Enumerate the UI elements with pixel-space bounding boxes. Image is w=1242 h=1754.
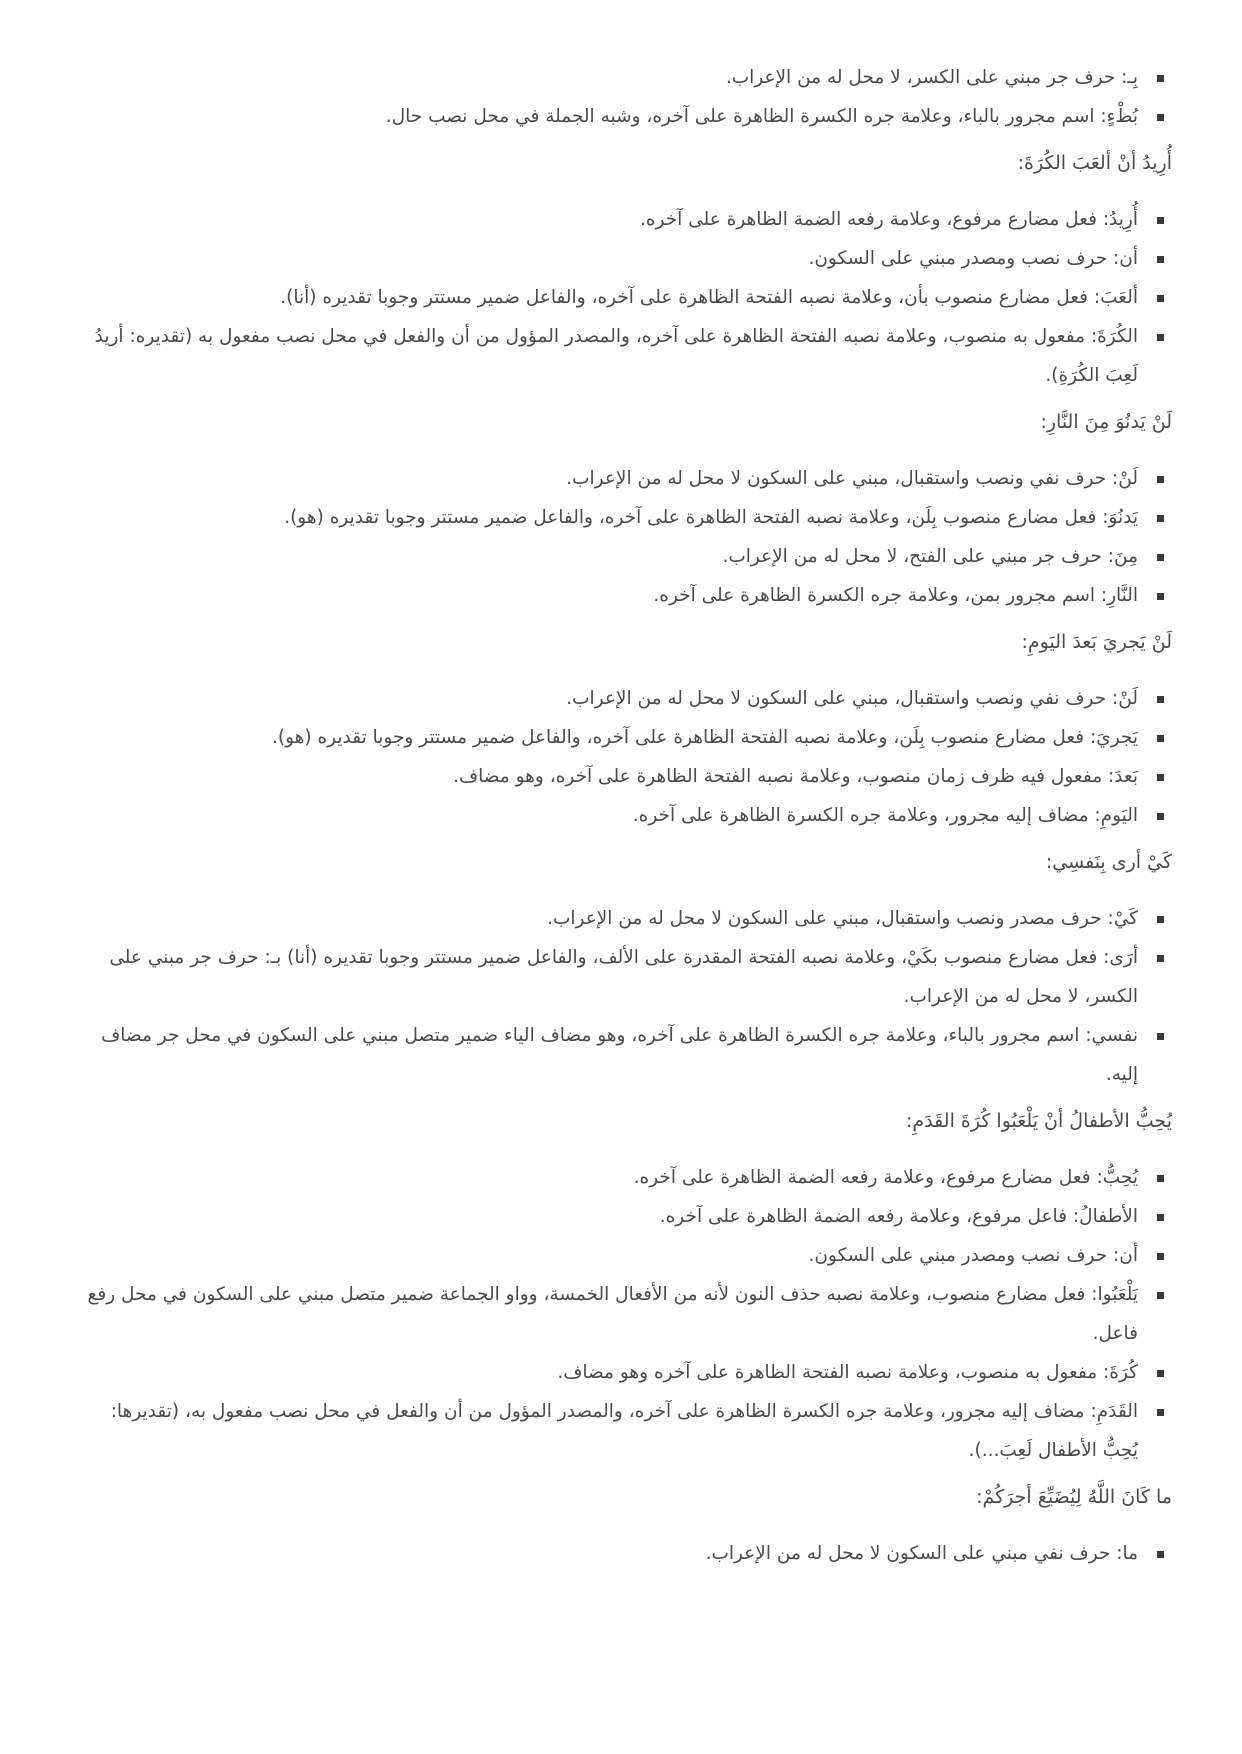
list-item: لَنْ: حرف نفي ونصب واستقبال، مبني على السكون لا محل له من الإعراب. xyxy=(70,459,1172,498)
list-item: يَجريَ: فعل مضارع منصوب بِلَن، وعلامة نصبه الفتحة الظاهرة على آخره، والفاعل ضمير مستتر وجوبا تقديره (هو). xyxy=(70,718,1172,757)
list-item: كُرَةَ: مفعول به منصوب، وعلامة نصبه الفتحة الظاهرة على آخره وهو مضاف. xyxy=(70,1353,1172,1392)
list-item: أُرِيدُ: فعل مضارع مرفوع، وعلامة رفعه الضمة الظاهرة على آخره. xyxy=(70,200,1172,239)
list-item: بُطْءٍ: اسم مجرور بالباء، وعلامة جره الكسرة الظاهرة على آخره، وشبه الجملة في محل نصب حال. xyxy=(70,97,1172,136)
list-section-5 xyxy=(70,899,1172,1094)
list-item: كَيْ: حرف مصدر ونصب واستقبال، مبني على السكون لا محل له من الإعراب. xyxy=(70,899,1172,938)
list-item: يَدنُوَ: فعل مضارع منصوب بِلَن، وعلامة نصبه الفتحة الظاهرة على آخره، والفاعل ضمير مستتر وجوبا تقديره (هو). xyxy=(70,498,1172,537)
list-item: أن: حرف نصب ومصدر مبني على السكون. xyxy=(70,239,1172,278)
list-item: ما: حرف نفي مبني على السكون لا محل له من الإعراب. xyxy=(70,1534,1172,1573)
list-section-3 xyxy=(70,459,1172,615)
section-heading: يُحِبُّ الأطفالُ أنْ يَلْعَبُوا كُرَةَ القَدَمِ: xyxy=(906,1110,1172,1132)
section-heading: ما كَانَ اللَّهُ لِيُضَيِّعَ أجرَكُمْ: xyxy=(976,1486,1172,1508)
list-section-2 xyxy=(70,200,1172,395)
list-item: أن: حرف نصب ومصدر مبني على السكون. xyxy=(70,1236,1172,1275)
list-item: بَعدَ: مفعول فيه ظرف زمان منصوب، وعلامة نصبه الفتحة الظاهرة على آخره، وهو مضاف. xyxy=(70,757,1172,796)
list-item: يَلْعَبُوا: فعل مضارع منصوب، وعلامة نصبه حذف النون لأنه من الأفعال الخمسة، وواو الجماعة ضمير متصل مبني على السكون في محل رفع فاعل. xyxy=(70,1275,1172,1353)
list-item: الأطفالُ: فاعل مرفوع، وعلامة رفعه الضمة الظاهرة على آخره. xyxy=(70,1197,1172,1236)
list-item: اليَومِ: مضاف إليه مجرور، وعلامة جره الكسرة الظاهرة على آخره. xyxy=(70,796,1172,835)
list-item: مِنَ: حرف جر مبني على الفتح، لا محل له من الإعراب. xyxy=(70,537,1172,576)
list-item: النَّارِ: اسم مجرور بمن، وعلامة جره الكسرة الظاهرة على آخره. xyxy=(70,576,1172,615)
list-section-4 xyxy=(70,679,1172,835)
list-section-1 xyxy=(70,58,1172,136)
list-item: لَنْ: حرف نفي ونصب واستقبال، مبني على السكون لا محل له من الإعراب. xyxy=(70,679,1172,718)
list-section-6 xyxy=(70,1158,1172,1470)
list-item: يُحِبُّ: فعل مضارع مرفوع، وعلامة رفعه الضمة الظاهرة على آخره. xyxy=(70,1158,1172,1197)
list-item: نفسي: اسم مجرور بالباء، وعلامة جره الكسرة الظاهرة على آخره، وهو مضاف الياء ضمير متصل مبني على السكون في محل جر مضاف إليه. xyxy=(70,1016,1172,1094)
section-heading: كَيْ أرى بِنَفسِي: xyxy=(1045,851,1172,873)
list-item: بِـ: حرف جر مبني على الكسر، لا محل له من الإعراب. xyxy=(70,58,1172,97)
section-heading: لَنْ يَجريَ بَعدَ اليَومِ: xyxy=(1021,631,1172,653)
list-section-7 xyxy=(70,1534,1172,1573)
list-item: الكُرَةَ: مفعول به منصوب، وعلامة نصبه الفتحة الظاهرة على آخره، والمصدر المؤول من أن والفعل في محل نصب مفعول به (تقديره: أريدُ لَعِبَ الكُرَةِ). xyxy=(70,317,1172,395)
list-item: ألعَبَ: فعل مضارع منصوب بأن، وعلامة نصبه الفتحة الظاهرة على آخره، والفاعل ضمير مستتر وجوبا تقديره (أنا). xyxy=(70,278,1172,317)
section-heading: لَنْ يَدنُوَ مِنَ النَّارِ: xyxy=(1040,411,1172,433)
document-body xyxy=(70,58,1172,1583)
list-item: القَدَمِ: مضاف إليه مجرور، وعلامة جره الكسرة الظاهرة على آخره، والمصدر المؤول من أن والفعل في محل نصب مفعول به، (تقديرها: يُحِبُّ الأطفال لَعِبَ...). xyxy=(70,1392,1172,1470)
list-item: أرَى: فعل مضارع منصوب بكَيْ، وعلامة نصبه الفتحة المقدرة على الألف، والفاعل ضمير مستتر وجوبا تقديره (أنا) بـ: حرف جر مبني على الكسر، لا محل له من الإعراب. xyxy=(70,938,1172,1016)
section-heading: أُرِيدُ أنْ ألعَبَ الكُرَةَ: xyxy=(1017,152,1172,174)
